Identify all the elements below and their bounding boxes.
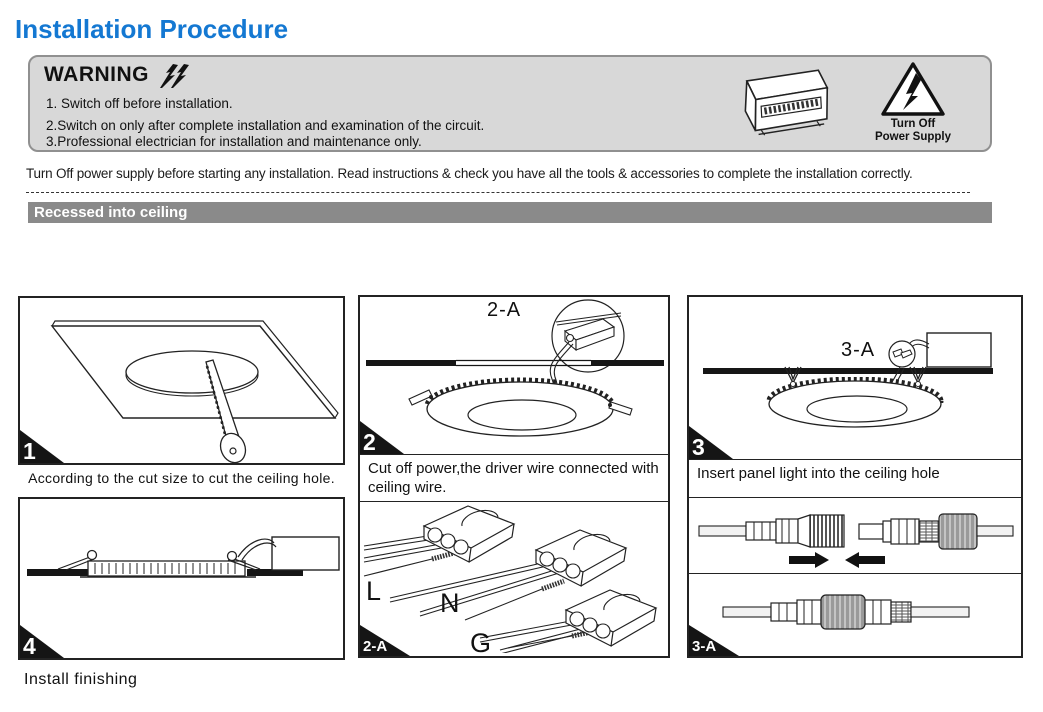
step-number: 1 xyxy=(23,438,36,464)
step-number: 2 xyxy=(363,429,376,455)
led-driver-illustration xyxy=(730,63,840,145)
step2-image xyxy=(360,297,668,454)
step3-caption: Insert panel light into the ceiling hole xyxy=(689,459,1021,497)
step3a-image-apart xyxy=(689,497,1021,573)
cut-ceiling-hole-illustration xyxy=(20,298,343,463)
dashed-separator xyxy=(26,192,970,193)
step-number: 3 xyxy=(692,434,705,460)
step2-caption: Cut off power,the driver wire connected with ceiling wire. xyxy=(360,454,668,501)
connector-joined-illustration xyxy=(689,574,1021,651)
warning-title: WARNING xyxy=(44,63,149,86)
install-finishing-illustration xyxy=(20,499,343,658)
step4-panel xyxy=(18,497,345,660)
page-title: Installation Procedure xyxy=(15,14,289,44)
section-header: Recessed into ceiling xyxy=(28,202,992,223)
step4-caption: Install finishing xyxy=(24,671,138,688)
warning-item-1: 1. Switch off before installation. xyxy=(46,96,233,111)
step3-image xyxy=(689,297,1021,459)
wire-label-ground: G xyxy=(470,628,492,658)
wire-connectors-illustration xyxy=(360,502,668,653)
power-label-line2: Power Supply xyxy=(874,131,952,143)
intro-text: Turn Off power supply before starting any installation. Read instructions & check you have all the tools & accessories to complete the installation correctly. xyxy=(26,166,913,181)
step-number: 3-A xyxy=(692,638,717,655)
step-number: 2-A xyxy=(363,638,388,655)
warning-box xyxy=(28,55,992,152)
step2-column xyxy=(358,295,670,658)
wire-label-live: L xyxy=(366,576,382,606)
insert-panel-illustration xyxy=(689,297,1021,458)
lightning-icon xyxy=(158,64,192,88)
step1-panel xyxy=(18,296,345,465)
wire-label-neutral: N xyxy=(440,588,460,618)
zoom-callout-label: 3-A xyxy=(841,339,876,361)
step3-column xyxy=(687,295,1023,658)
step-number: 4 xyxy=(23,633,36,659)
turn-off-power-warning xyxy=(848,61,978,144)
step1-caption: According to the cut size to cut the ceiling hole. xyxy=(28,470,335,486)
connector-apart-illustration xyxy=(689,498,1021,572)
step2a-image xyxy=(360,501,668,656)
step3a-image-joined xyxy=(689,573,1021,656)
zoom-callout-label: 2-A xyxy=(487,299,522,321)
warning-item-3: 3.Professional electrician for installation and maintenance only. xyxy=(46,134,422,149)
warning-item-2: 2.Switch on only after complete installation and examination of the circuit. xyxy=(46,118,485,133)
high-voltage-triangle-icon xyxy=(880,61,946,118)
power-label-line1: Turn Off xyxy=(890,118,936,130)
